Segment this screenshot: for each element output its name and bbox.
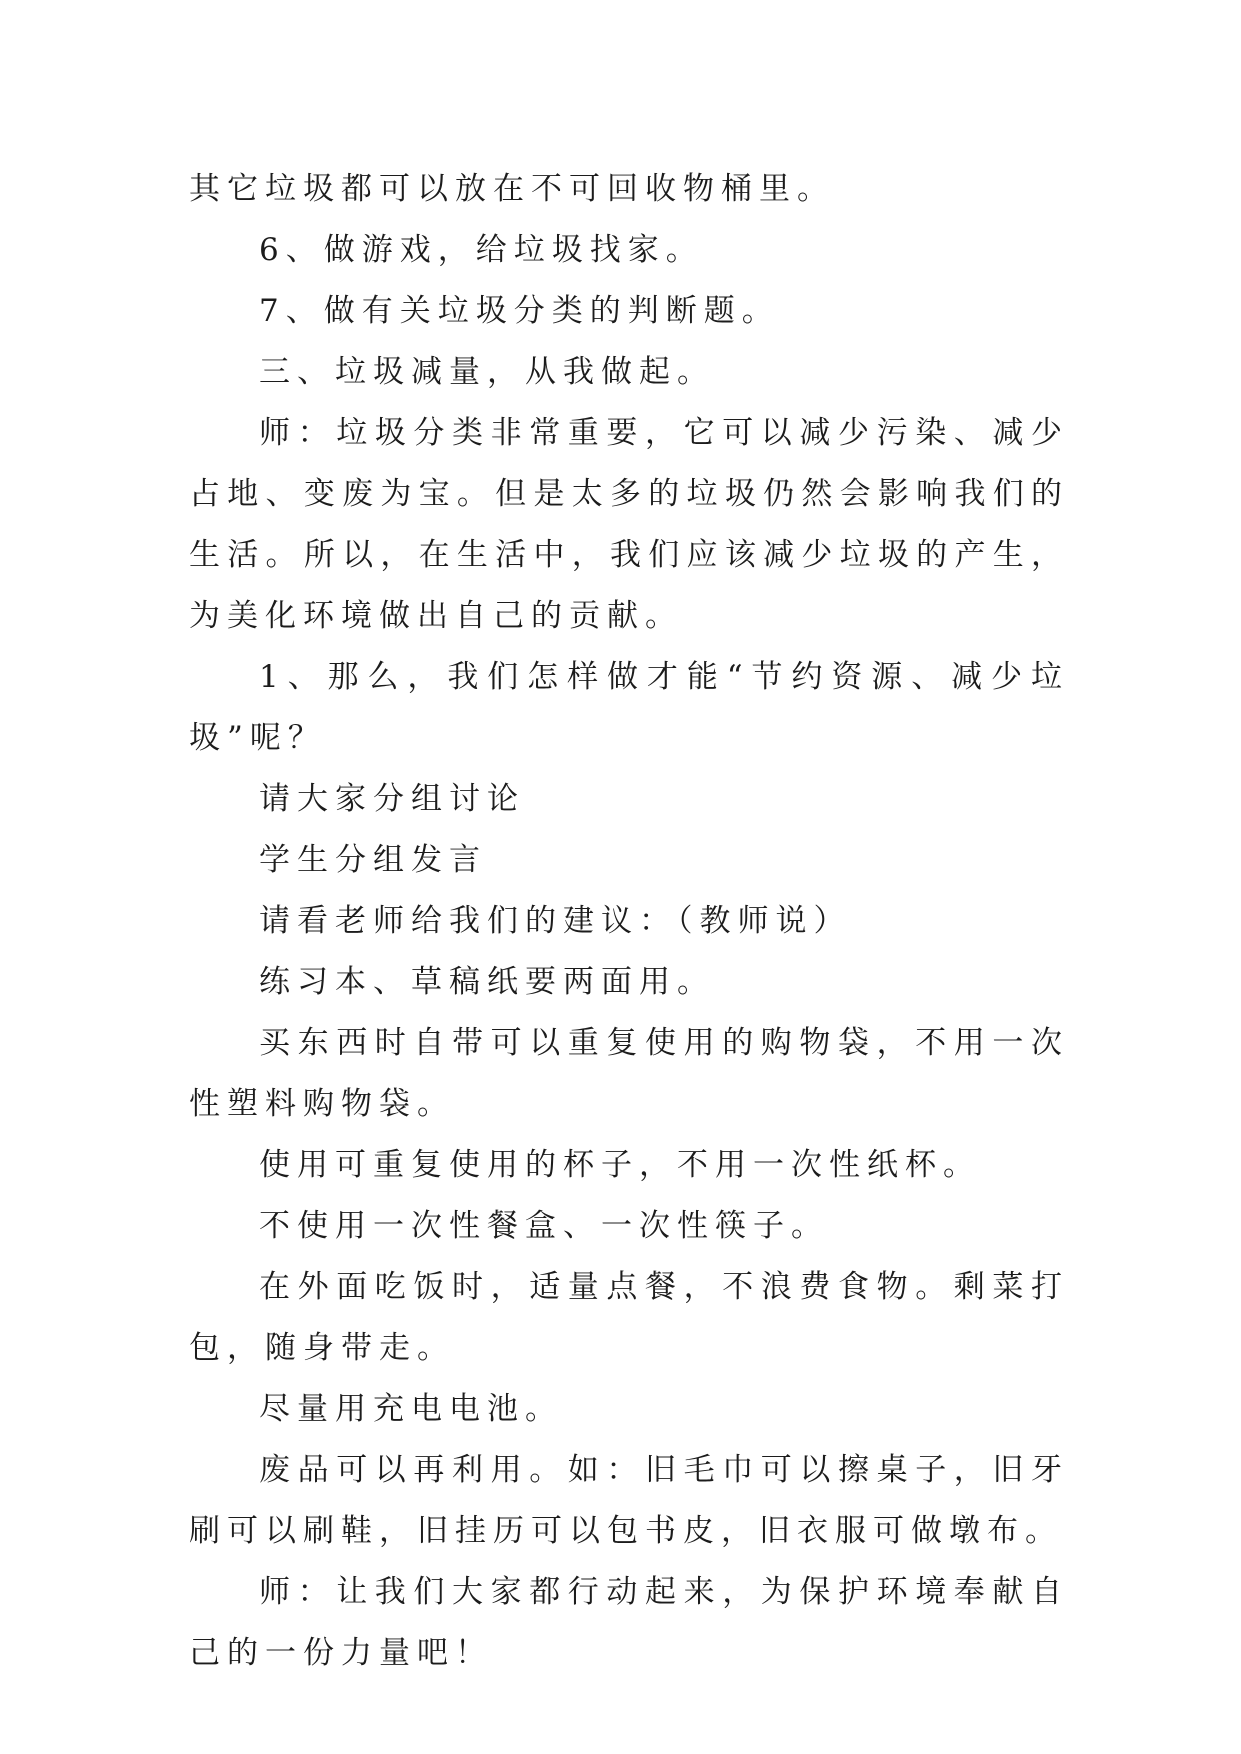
paragraph-tip-food: 在外面吃饭时，适量点餐，不浪费食物。剩菜打包，随身带走。 bbox=[189, 1269, 1069, 1366]
paragraph-student-speech: 学生分组发言 bbox=[259, 842, 487, 878]
paragraph-tip-tableware: 不使用一次性餐盒、一次性筷子。 bbox=[259, 1208, 829, 1244]
paragraph-tip-batteries: 尽量用充电电池。 bbox=[259, 1391, 563, 1427]
paragraph-closing: 师：让我们大家都行动起来，为保护环境奉献自己的一份力量吧！ bbox=[189, 1574, 1069, 1671]
paragraph-tip-bags: 买东西时自带可以重复使用的购物袋，不用一次性塑料购物袋。 bbox=[189, 1025, 1069, 1122]
paragraph-game: 6、做游戏，给垃圾找家。 bbox=[259, 232, 704, 268]
paragraph-continuation: 其它垃圾都可以放在不可回收物桶里。 bbox=[189, 171, 835, 207]
paragraph-tip-reuse: 废品可以再利用。如：旧毛巾可以擦桌子，旧牙刷可以刷鞋，旧挂历可以包书皮，旧衣服可做墩布。 bbox=[189, 1452, 1069, 1549]
paragraph-tip-paper: 练习本、草稿纸要两面用。 bbox=[259, 964, 715, 1000]
paragraph-group-discussion: 请大家分组讨论 bbox=[259, 781, 525, 817]
document-body bbox=[189, 159, 1069, 1684]
paragraph-tip-cups: 使用可重复使用的杯子，不用一次性纸杯。 bbox=[259, 1147, 981, 1183]
section-heading: 三、垃圾减量，从我做起。 bbox=[259, 354, 715, 390]
paragraph-quiz: 7、做有关垃圾分类的判断题。 bbox=[259, 293, 780, 329]
paragraph-teacher-advice: 请看老师给我们的建议：（教师说） bbox=[259, 903, 852, 939]
paragraph-teacher-intro: 师：垃圾分类非常重要，它可以减少污染、减少占地、变废为宝。但是太多的垃圾仍然会影响我们的生活。所以，在生活中，我们应该减少垃圾的产生，为美化环境做出自己的贡献。 bbox=[189, 415, 1069, 634]
paragraph-question: 1、那么，我们怎样做才能“节约资源、减少垃圾”呢？ bbox=[189, 659, 1069, 756]
